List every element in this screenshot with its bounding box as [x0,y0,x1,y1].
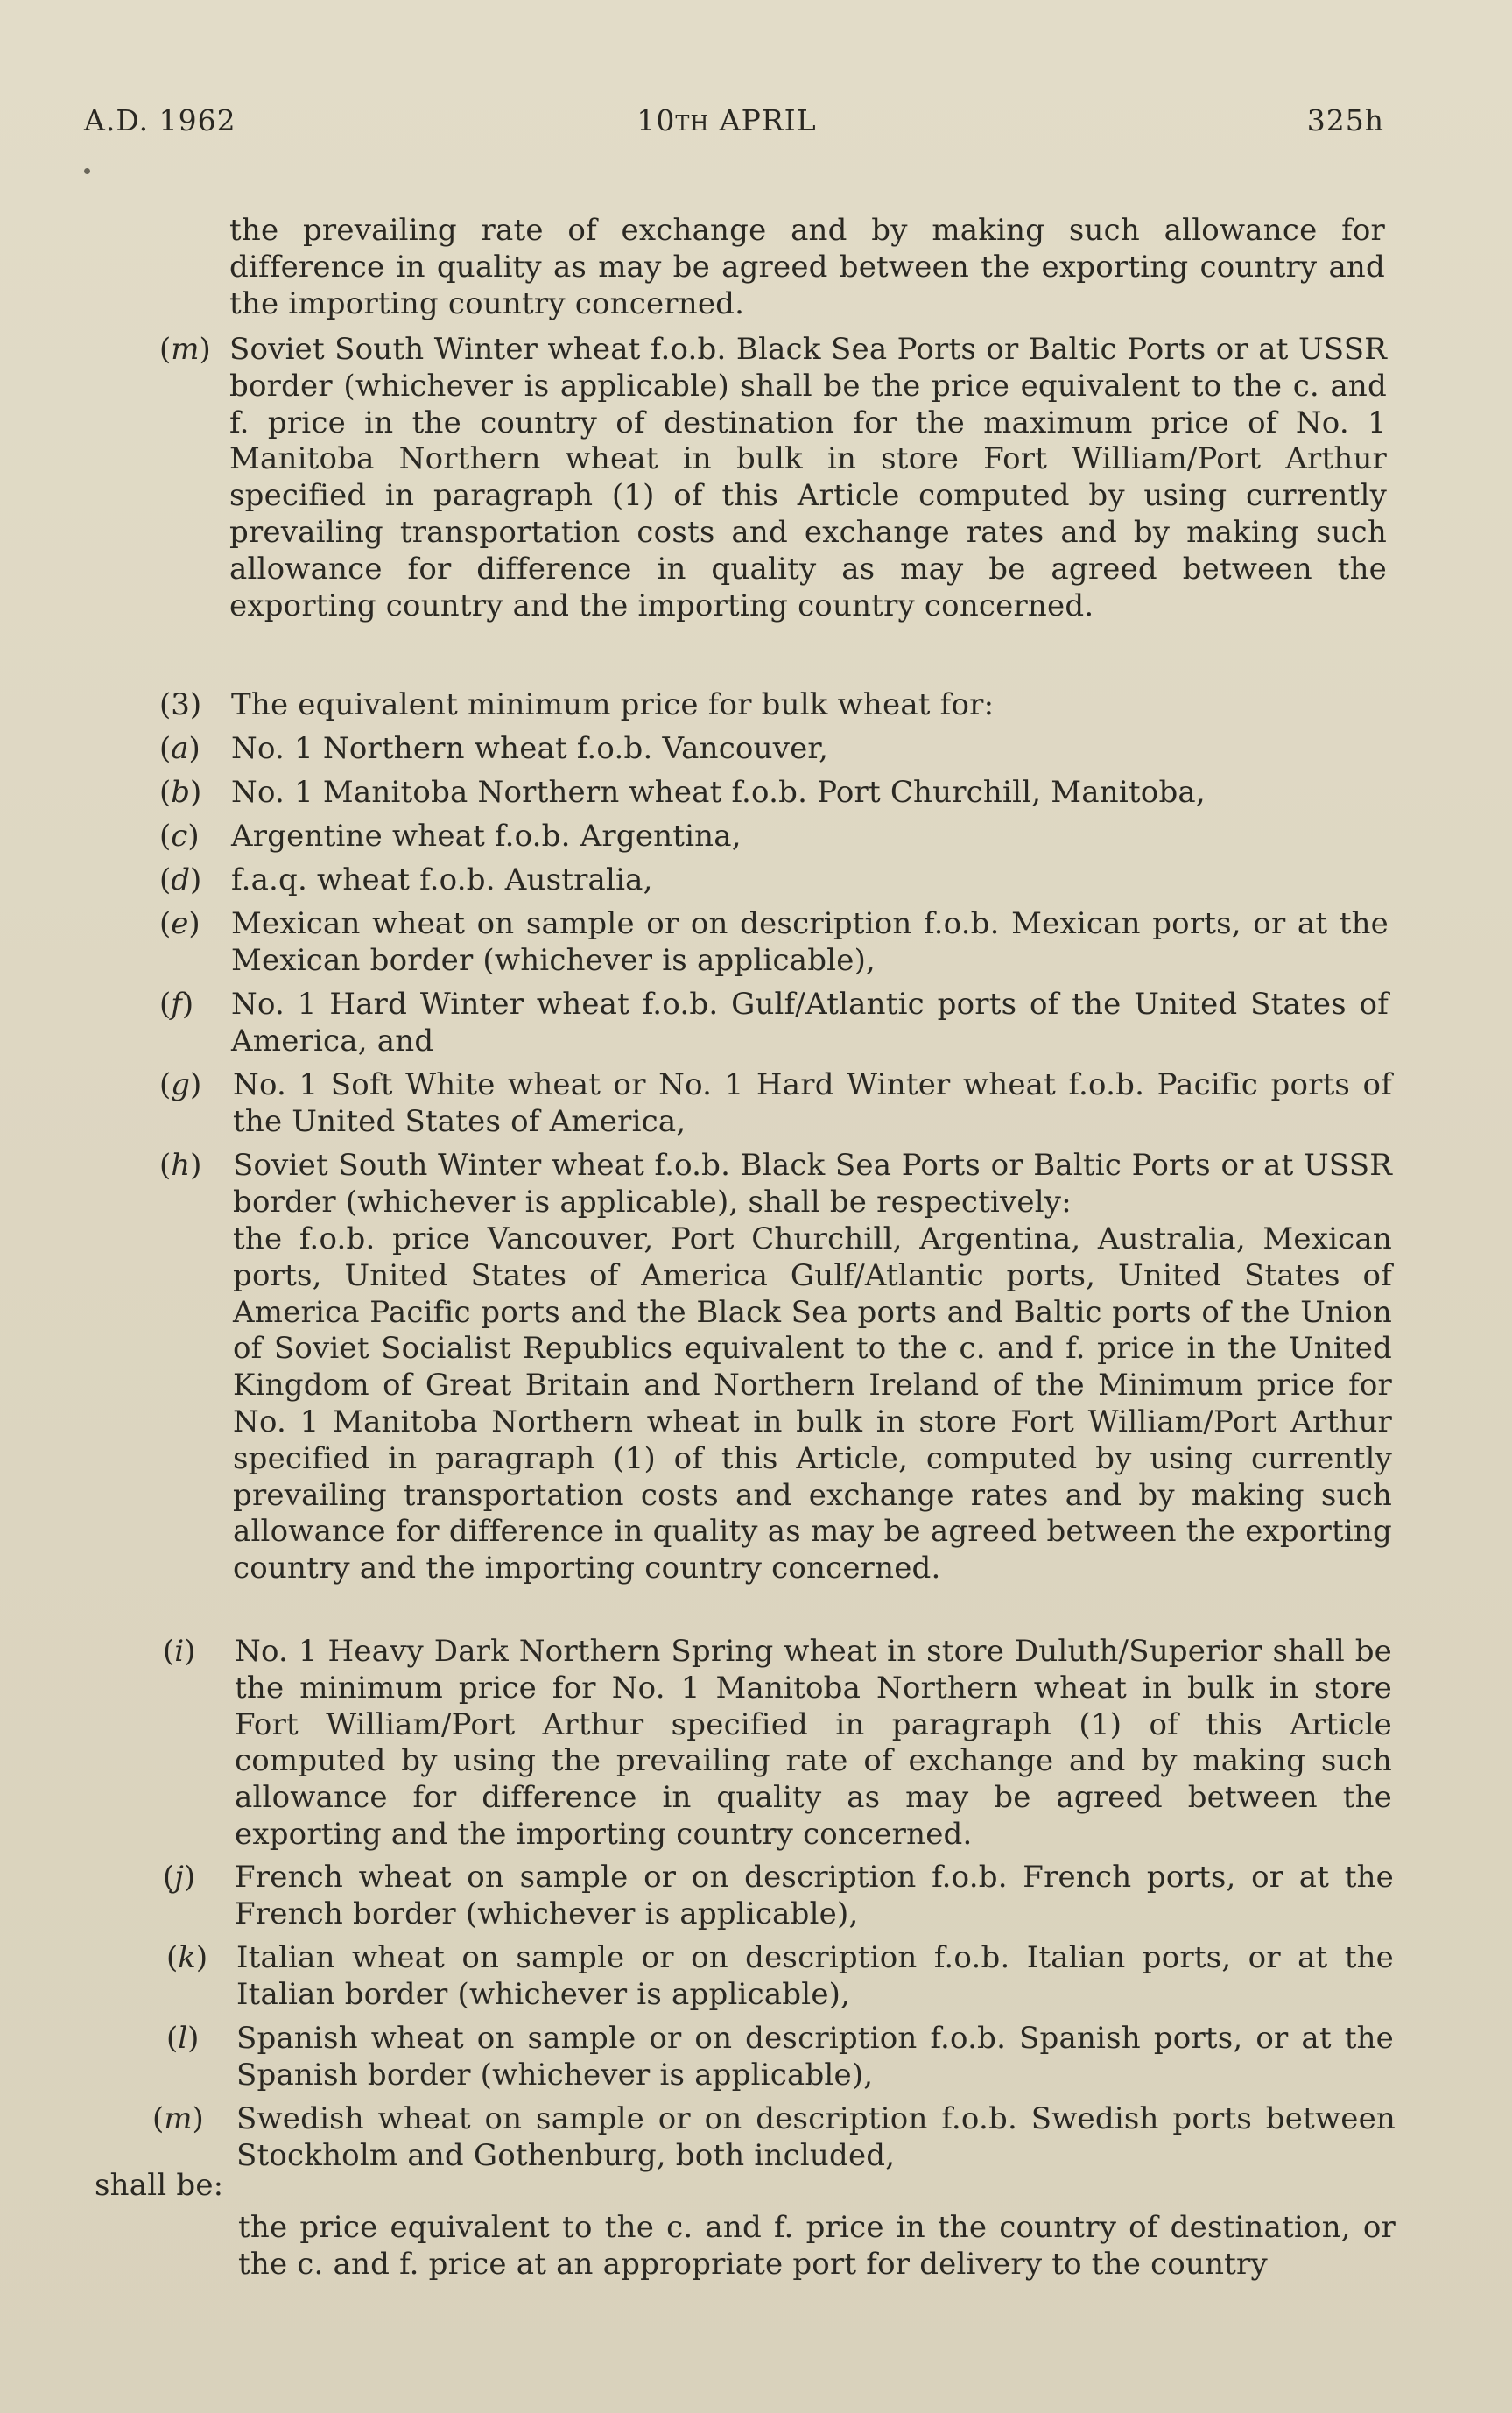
item-label: (f) [159,987,194,1022]
closing-paragraph: the price equivalent to the c. and f. price in the country of destination, or the c. and f. price at an appropriate port for delivery to the country [238,2210,1396,2282]
item-m-soviet-max: Soviet South Winter wheat f.o.b. Black Sea Ports or Baltic Ports or at USSR border (whichever is applicable) shall be the price equivalent to the c. and f. price in the country of destination for the maximum price of No. 1 Manitoba Northern wheat in bulk in store Fort William/Port Arthur specified in paragraph (1) of this Article computed by using currently prevailing transportation costs and exchange rates and by making such allowance for difference in quality as may be agreed between the exporting country and the importing country concerned. [229,332,1387,623]
item-label: (m) [152,2101,204,2136]
item-c: Argentine wheat f.o.b. Argentina, [231,819,742,854]
item-h: Soviet South Winter wheat f.o.b. Black Sea Ports or Baltic Ports or at USSR border (whichever is applicable), shall be respectively: [233,1148,1392,1220]
item-label: (h) [159,1148,202,1183]
item-j: French wheat on sample or on description f.o.b. French ports, or at the French border (whichever is applicable), [235,1860,1394,1931]
item-d: f.a.q. wheat f.o.b. Australia, [231,862,653,897]
header-year: A.D. 1962 [84,103,236,137]
item-label: (j) [163,1860,196,1895]
item-label: (a) [159,731,200,766]
item-i: No. 1 Heavy Dark Northern Spring wheat in store Duluth/Superior shall be the minimum price for No. 1 Manitoba Northern wheat in bulk in store Fort William/Port Arthur specified in paragraph (1) of this Article computed by using the prevailing rate of exchange and by making such allowance for difference in quality as may be agreed between the exporting and the importing country concerned. [235,1634,1392,1852]
item-label: (m) [159,332,211,367]
item-label: (3) [159,687,202,722]
item-e: Mexican wheat on sample or on description f.o.b. Mexican ports, or at the Mexican border (whichever is applicable), [231,906,1389,978]
intro-paragraph: the prevailing rate of exchange and by making such allowance for difference in quality as may be agreed between the exporting country and the importing country concerned. [229,213,1385,321]
paragraph-3: The equivalent minimum price for bulk wheat for: [231,687,995,722]
item-label: (k) [166,1940,208,1975]
item-label: (l) [166,2021,200,2056]
item-label: (e) [159,906,200,941]
item-label: (g) [159,1067,202,1102]
item-label: (c) [159,819,200,854]
ink-dot [84,168,90,174]
running-header [0,103,1512,147]
item-label: (b) [159,775,202,810]
item-f: No. 1 Hard Winter wheat f.o.b. Gulf/Atlantic ports of the United States of America, and [231,987,1389,1059]
item-m-swedish: Swedish wheat on sample or on description f.o.b. Swedish ports between Stockholm and Gothenburg, both included, [236,2101,1396,2173]
item-b: No. 1 Manitoba Northern wheat f.o.b. Port Churchill, Manitoba, [231,775,1206,810]
shall-be: shall be: [95,2168,224,2203]
item-h-continuation: the f.o.b. price Vancouver, Port Churchill, Argentina, Australia, Mexican ports, United States of America Gulf/Atlantic ports, United States of America Pacific ports and the Black Sea ports and Baltic ports of the Union of Soviet Socialist Republics equivalent to the c. and f. price in the United Kingdom of Great Britain and Northern Ireland of the Minimum price for No. 1 Manitoba Northern wheat in bulk in store Fort William/Port Arthur specified in paragraph (1) of this Article, computed by using currently prevailing transportation costs and exchange rates and by making such allowance for difference in quality as may be agreed between the exporting country and the importing country concerned. [233,1221,1392,1586]
item-g: No. 1 Soft White wheat or No. 1 Hard Winter wheat f.o.b. Pacific ports of the United States of America, [233,1067,1392,1139]
page-number: 325h [1306,103,1384,137]
item-label: (d) [159,862,202,897]
item-a: No. 1 Northern wheat f.o.b. Vancouver, [231,731,829,766]
item-k: Italian wheat on sample or on description f.o.b. Italian ports, or at the Italian border (whichever is applicable), [236,1940,1394,2012]
item-l: Spanish wheat on sample or on description f.o.b. Spanish ports, or at the Spanish border (whichever is applicable), [236,2021,1394,2093]
item-label: (i) [163,1634,196,1669]
header-date: 10TH APRIL [636,103,817,137]
